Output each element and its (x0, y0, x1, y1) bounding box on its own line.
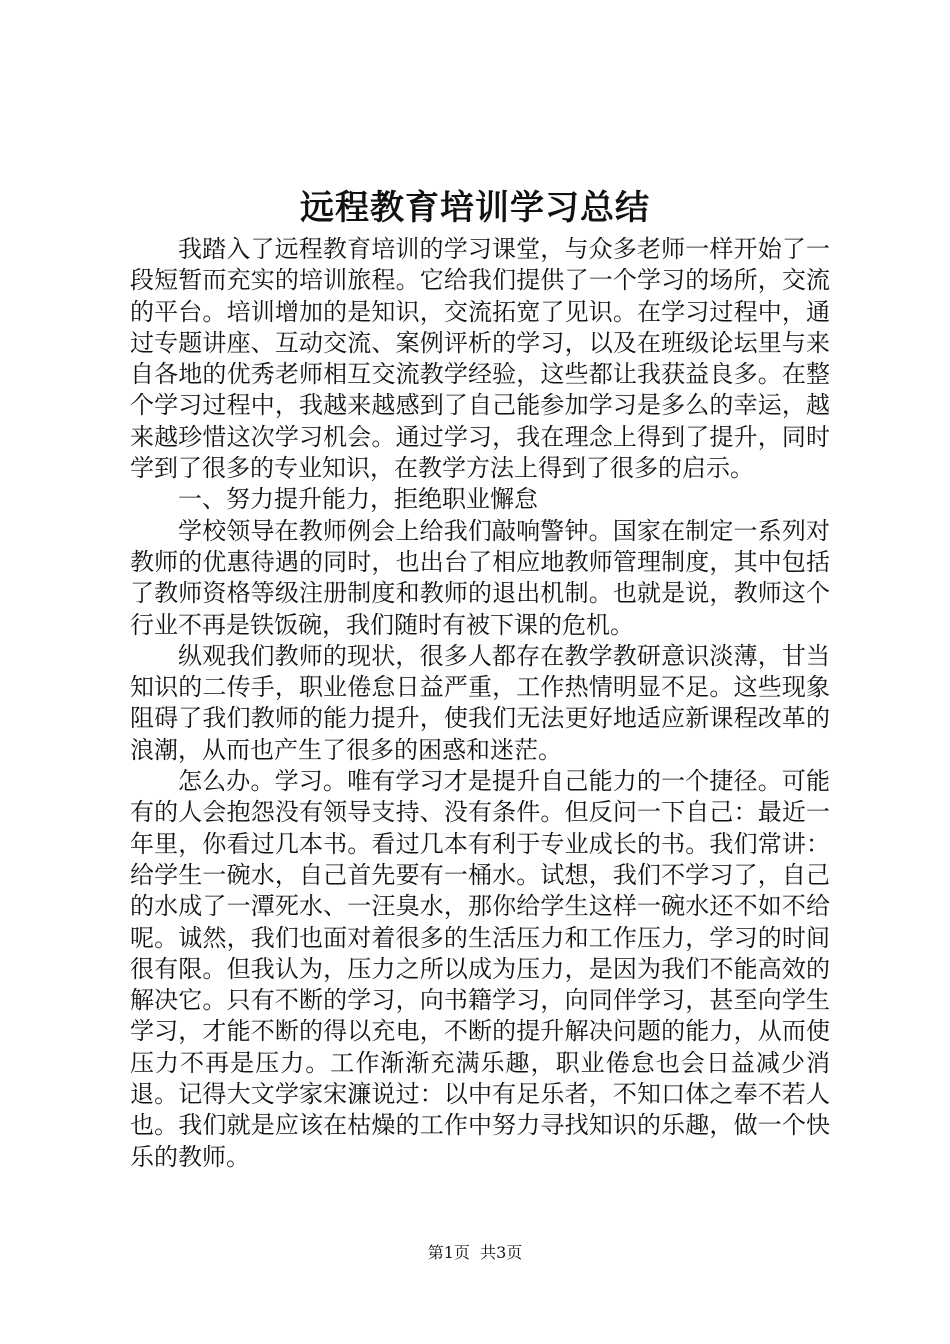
page-number-total: 共3页 (480, 1243, 523, 1262)
document-title: 远程教育培训学习总结 (300, 188, 650, 228)
paragraph-intro: 我踏入了远程教育培训的学习课堂，与众多老师一样开始了一段短暂而充实的培训旅程。它给我们提供了一个学习的场所，交流的平台。培训增加的是知识，交流拓宽了见识。在学习过程中，通过专题讲座、互动交流、案例评析的学习，以及在班级论坛里与来自各地的优秀老师相互交流教学经验，这些都让我获益良多。在整个学习过程中，我越来越感到了自己能参加学习是多么的幸运，越来越珍惜这次学习机会。通过学习，我在理念上得到了提升，同时学到了很多的专业知识，在教学方法上得到了很多的启示。 (130, 235, 830, 483)
page-footer (0, 1242, 950, 1264)
page-number-current: 第1页 (427, 1243, 470, 1262)
paragraph-status: 纵观我们教师的现状，很多人都存在教学教研意识淡薄，甘当知识的二传手，职业倦怠日益严重，工作热情明显不足。这些现象阻碍了我们教师的能力提升，使我们无法更好地适应新课程改革的浪潮，从而也产生了很多的困惑和迷茫。 (130, 641, 830, 764)
document-body (130, 234, 830, 1173)
paragraph-solution: 怎么办。学习。唯有学习才是提升自己能力的一个捷径。可能有的人会抱怨没有领导支持、没有条件。但反问一下自己：最近一年里，你看过几本书。看过几本有利于专业成长的书。我们常讲：给学生一碗水，自己首先要有一桶水。试想，我们不学习了，自己的水成了一潭死水、一汪臭水，那你给学生这样一碗水还不如不给呢。诚然，我们也面对着很多的生活压力和工作压力，学习的时间很有限。但我认为，压力之所以成为压力，是因为我们不能高效的解决它。只有不断的学习，向书籍学习，向同伴学习，甚至向学生学习，才能不断的得以充电，不断的提升解决问题的能力，从而使压力不再是压力。工作渐渐充满乐趣，职业倦怠也会日益减少消退。记得大文学家宋濂说过：以中有足乐者，不知口体之奉不若人也。我们就是应该在枯燥的工作中努力寻找知识的乐趣，做一个快乐的教师。 (130, 767, 830, 1171)
section-heading-1: 一、努力提升能力，拒绝职业懈怠 (178, 485, 538, 514)
footer-gap (470, 1243, 480, 1262)
paragraph-warning: 学校领导在教师例会上给我们敲响警钟。国家在制定一系列对教师的优惠待遇的同时，也出台了相应地教师管理制度，其中包括了教师资格等级注册制度和教师的退出机制。也就是说，教师这个行业不再是铁饭碗，我们随时有被下课的危机。 (130, 516, 830, 639)
